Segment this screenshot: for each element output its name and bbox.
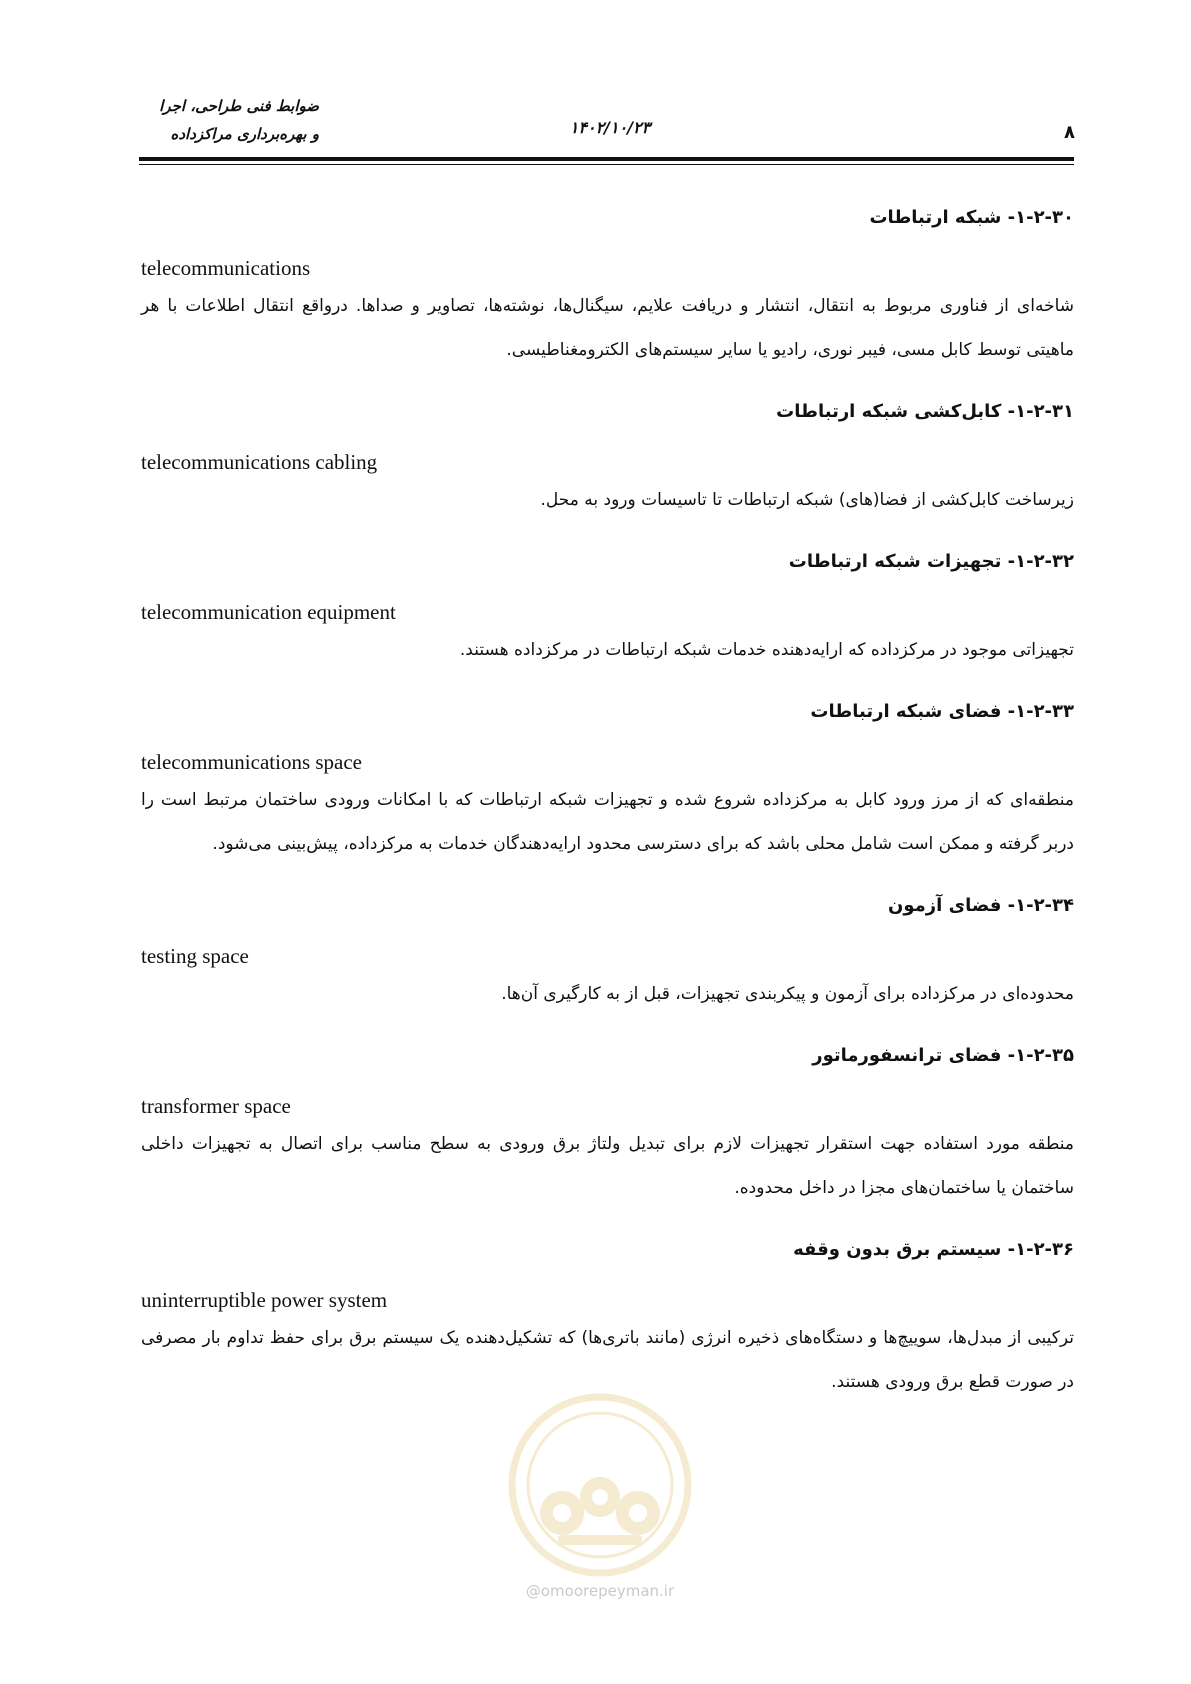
definition-entry-31 xyxy=(141,394,1074,522)
definition-text: زیرساخت کابل‌کشی از فضا(های) شبکه ارتباطات تا تاسیسات ورود به محل. xyxy=(540,490,1074,510)
document-title-line1: ضوابط فنی طراحی، اجرا xyxy=(159,97,319,115)
english-term: telecommunications space xyxy=(141,750,363,774)
definition-text: منطقه مورد استفاده جهت استقرار تجهیزات لازم برای تبدیل ولتاژ برق ورودی به سطح مناسب برای اتصال به تجهیزات داخلی ساختمان یا ساختمان‌های مجزا در داخل محدوده. xyxy=(141,1134,1074,1198)
definition-text: محدوده‌ای در مرکزداده برای آزمون و پیکربندی تجهیزات، قبل از به کارگیری آن‌ها. xyxy=(501,984,1074,1004)
section-heading: ۱-۲-۳۶- سیستم برق بدون وقفه xyxy=(793,1239,1074,1260)
section-heading: ۱-۲-۳۳- فضای شبکه ارتباطات xyxy=(810,701,1074,722)
definition-entry-33 xyxy=(141,694,1074,866)
english-term: testing space xyxy=(141,944,249,968)
definition-text: منطقه‌ای که از مرز ورود کابل به مرکزداده شروع شده و تجهیزات شبکه ارتباطات که با امکانات ورودی ساختمان مرتبط است را دربر گرفته و ممکن است شامل محلی باشد که برای دسترسی محدود ارایه‌دهندگان خدمات به مرکزداده، پیش‌بینی می‌شود. xyxy=(141,790,1074,854)
document-title-line2: و بهره‌برداری مراکزداده xyxy=(170,125,319,143)
header-rule-thick xyxy=(139,157,1074,161)
watermark-url: @omoorepeyman.ir xyxy=(525,1582,675,1600)
section-heading: ۱-۲-۳۲- تجهیزات شبکه ارتباطات xyxy=(788,551,1074,572)
definition-text: ترکیبی از مبدل‌ها، سوییچ‌ها و دستگاه‌های ذخیره انرژی (مانند باتری‌ها) که تشکیل‌دهنده یک سیستم برق برای حفظ تداوم بار مصرفی در صورت قطع برق ورودی هستند. xyxy=(141,1328,1074,1392)
section-heading: ۱-۲-۳۱- کابل‌کشی شبکه ارتباطات xyxy=(776,401,1074,422)
section-heading: ۱-۲-۳۰- شبکه ارتباطات xyxy=(869,207,1074,228)
definition-text: شاخه‌ای از فناوری مربوط به انتقال، انتشار و دریافت علایم، سیگنال‌ها، نوشته‌ها، تصاویر و صداها. درواقع انتقال اطلاعات با هر ماهیتی توسط کابل مسی، فیبر نوری، رادیو یا سایر سیستم‌های الکترومغناطیسی. xyxy=(141,296,1074,360)
section-heading: ۱-۲-۳۵- فضای ترانسفورماتور xyxy=(812,1045,1074,1066)
header-rule-thin xyxy=(139,164,1074,165)
document-date: ۱۴۰۲/۱۰/۲۳ xyxy=(569,118,651,137)
page-number: ۸ xyxy=(1064,122,1075,143)
watermark-logo-icon xyxy=(500,1385,700,1585)
english-term: transformer space xyxy=(141,1094,291,1118)
definition-entry-35 xyxy=(141,1038,1074,1210)
definition-entry-30 xyxy=(141,200,1074,372)
definition-text: تجهیزاتی موجود در مرکزداده که ارایه‌دهنده خدمات شبکه ارتباطات در مرکزداده هستند. xyxy=(459,640,1074,660)
english-term: telecommunications cabling xyxy=(141,450,378,474)
section-heading: ۱-۲-۳۴- فضای آزمون xyxy=(888,895,1074,916)
english-term: telecommunications xyxy=(141,256,311,280)
document-title xyxy=(139,92,319,148)
definition-entry-34 xyxy=(141,888,1074,1016)
english-term: telecommunication equipment xyxy=(141,600,396,624)
definitions-body xyxy=(141,200,1074,1426)
definition-entry-36 xyxy=(141,1232,1074,1404)
definition-entry-32 xyxy=(141,544,1074,672)
english-term: uninterruptible power system xyxy=(141,1288,388,1312)
